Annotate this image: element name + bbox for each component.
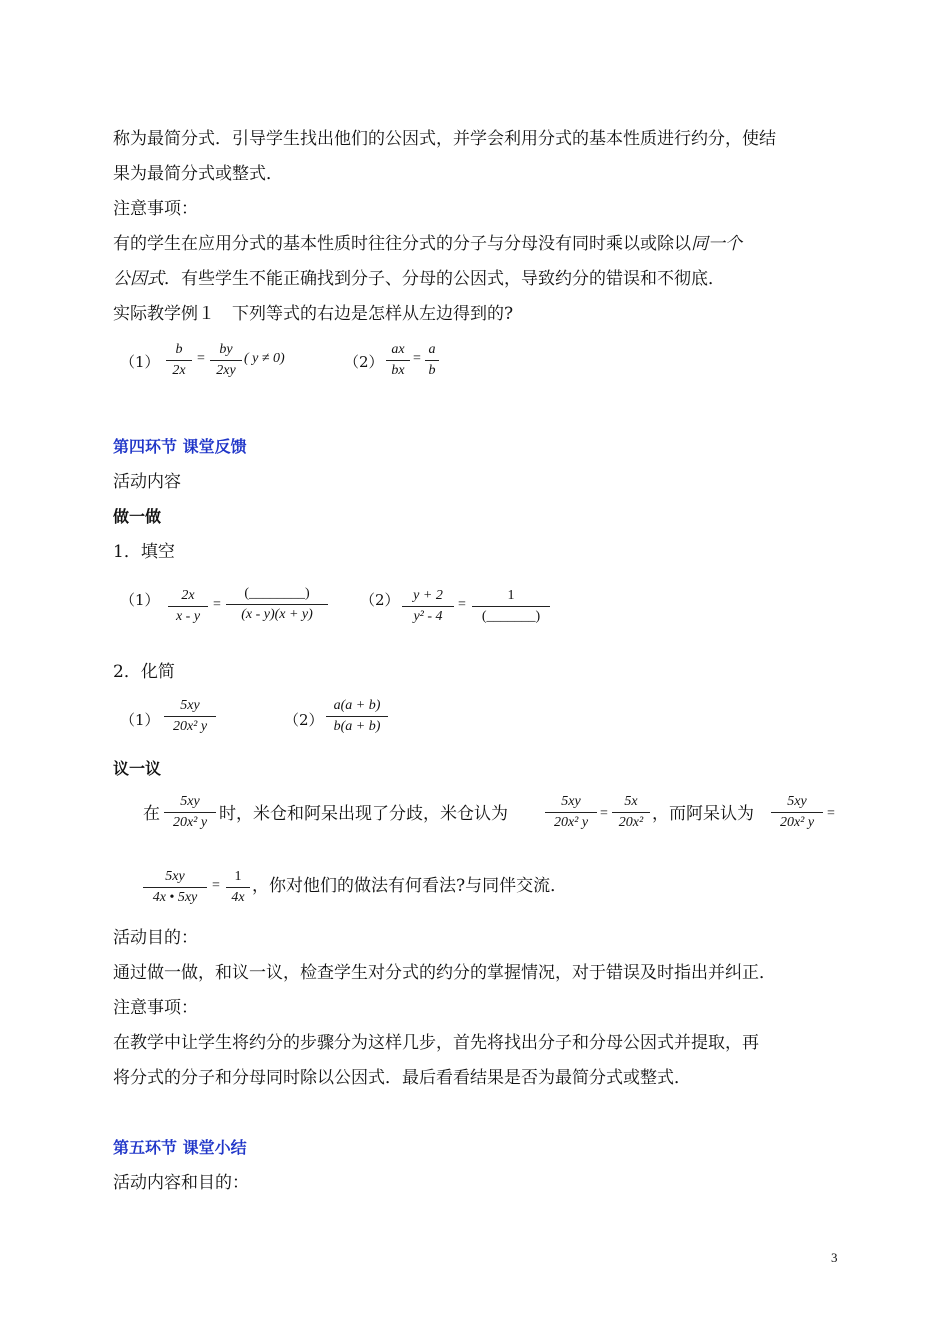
note-label-2: 注意事项：	[113, 998, 198, 1018]
q2-label-1: （1）	[120, 711, 160, 729]
example-line: 实际教学例１ 下列等式的右边是怎样从左边得到的?	[113, 304, 514, 324]
discuss-text-3: ，你对他们的做法有何看法?与同伴交流．	[252, 876, 568, 896]
example-fraction-a-b: a b	[425, 340, 439, 381]
q1-fraction-1-blank: 1 (_______)	[472, 586, 550, 627]
purpose-label: 活动目的：	[113, 928, 198, 948]
equals-sign: =	[212, 878, 220, 893]
q2-fraction-5xy: 5xy 20x² y	[164, 696, 216, 737]
equals-sign: =	[413, 351, 421, 366]
intro-line-1: 称为最简分式．引导学生找出他们的公因式，并学会利用分式的基本性质进行约分，使结	[113, 129, 776, 149]
do-it-heading: 做一做	[113, 507, 162, 526]
q1-fraction-blank: (________) (x - y)(x + y)	[226, 584, 328, 625]
q1-label-1: （1）	[120, 591, 160, 609]
note-line-2: 将分式的分子和分母同时除以公因式．最后看看结果是否为最简分式或整式．	[113, 1068, 691, 1088]
discuss-fraction-3: 5x 20x²	[612, 792, 650, 833]
q2-fraction-a-a-plus-b: a(a + b) b(a + b)	[326, 696, 388, 737]
discuss-fraction-1: 5xy 20x² y	[164, 792, 216, 833]
q2-label-2: （2）	[284, 711, 324, 729]
equals-sign: =	[600, 806, 608, 821]
q1-fraction-y-plus-2: y + 2 y² - 4	[402, 586, 454, 627]
intro-line-3: 有的学生在应用分式的基本性质时往往分式的分子与分母没有同时乘以或除以同一个	[113, 234, 742, 254]
note-line-1: 在教学中让学生将约分的步骤分为这样几步，首先将找出分子和分母公因式并提取，再	[113, 1033, 759, 1053]
example-fraction-b-2x: b 2x	[166, 340, 192, 381]
section5-activity: 活动内容和目的：	[113, 1173, 249, 1193]
activity-content-label: 活动内容	[113, 472, 181, 492]
page-number: 3	[831, 1250, 838, 1265]
example-fraction-by-2xy: by 2xy	[210, 340, 242, 381]
discuss-fraction-4: 5xy 20x² y	[771, 792, 823, 833]
discuss-heading: 议一议	[113, 759, 162, 778]
discuss-fraction-2: 5xy 20x² y	[545, 792, 597, 833]
q1-fraction-left: 2x x - y	[168, 586, 208, 627]
section4-title: 第四环节 课堂反馈	[113, 437, 247, 456]
equals-sign: =	[458, 597, 466, 612]
note-label: 注意事项：	[113, 199, 198, 219]
intro-line-4: 公因式．有些学生不能正确找到分子、分母的公因式，导致约分的错误和不彻底．	[113, 269, 725, 289]
q1-label-2: （2）	[360, 591, 400, 609]
question-1: 1．填空	[113, 542, 175, 562]
example-fraction-ax-bx: ax bx	[386, 340, 410, 381]
condition: ( y ≠ 0)	[244, 351, 285, 366]
example-label-1: （1）	[120, 353, 160, 371]
discuss-text-1: 时，米仓和阿呆出现了分歧，米仓认为	[219, 804, 508, 824]
discuss-zai: 在	[143, 804, 160, 824]
example-label-2: （2）	[344, 353, 384, 371]
equals-sign: =	[197, 351, 205, 366]
equals-sign: =	[213, 597, 221, 612]
section5-title: 第五环节 课堂小结	[113, 1138, 247, 1157]
discuss-fraction-6: 1 4x	[226, 867, 250, 908]
discuss-text-2: ，而阿呆认为	[652, 804, 754, 824]
equals-sign: =	[827, 806, 835, 821]
question-2: 2．化简	[113, 662, 175, 682]
purpose-text: 通过做一做，和议一议，检查学生对分式的约分的掌握情况，对于错误及时指出并纠正．	[113, 963, 776, 983]
intro-line-2: 果为最简分式或整式．	[113, 164, 283, 184]
discuss-fraction-5: 5xy 4x • 5xy	[143, 867, 207, 908]
